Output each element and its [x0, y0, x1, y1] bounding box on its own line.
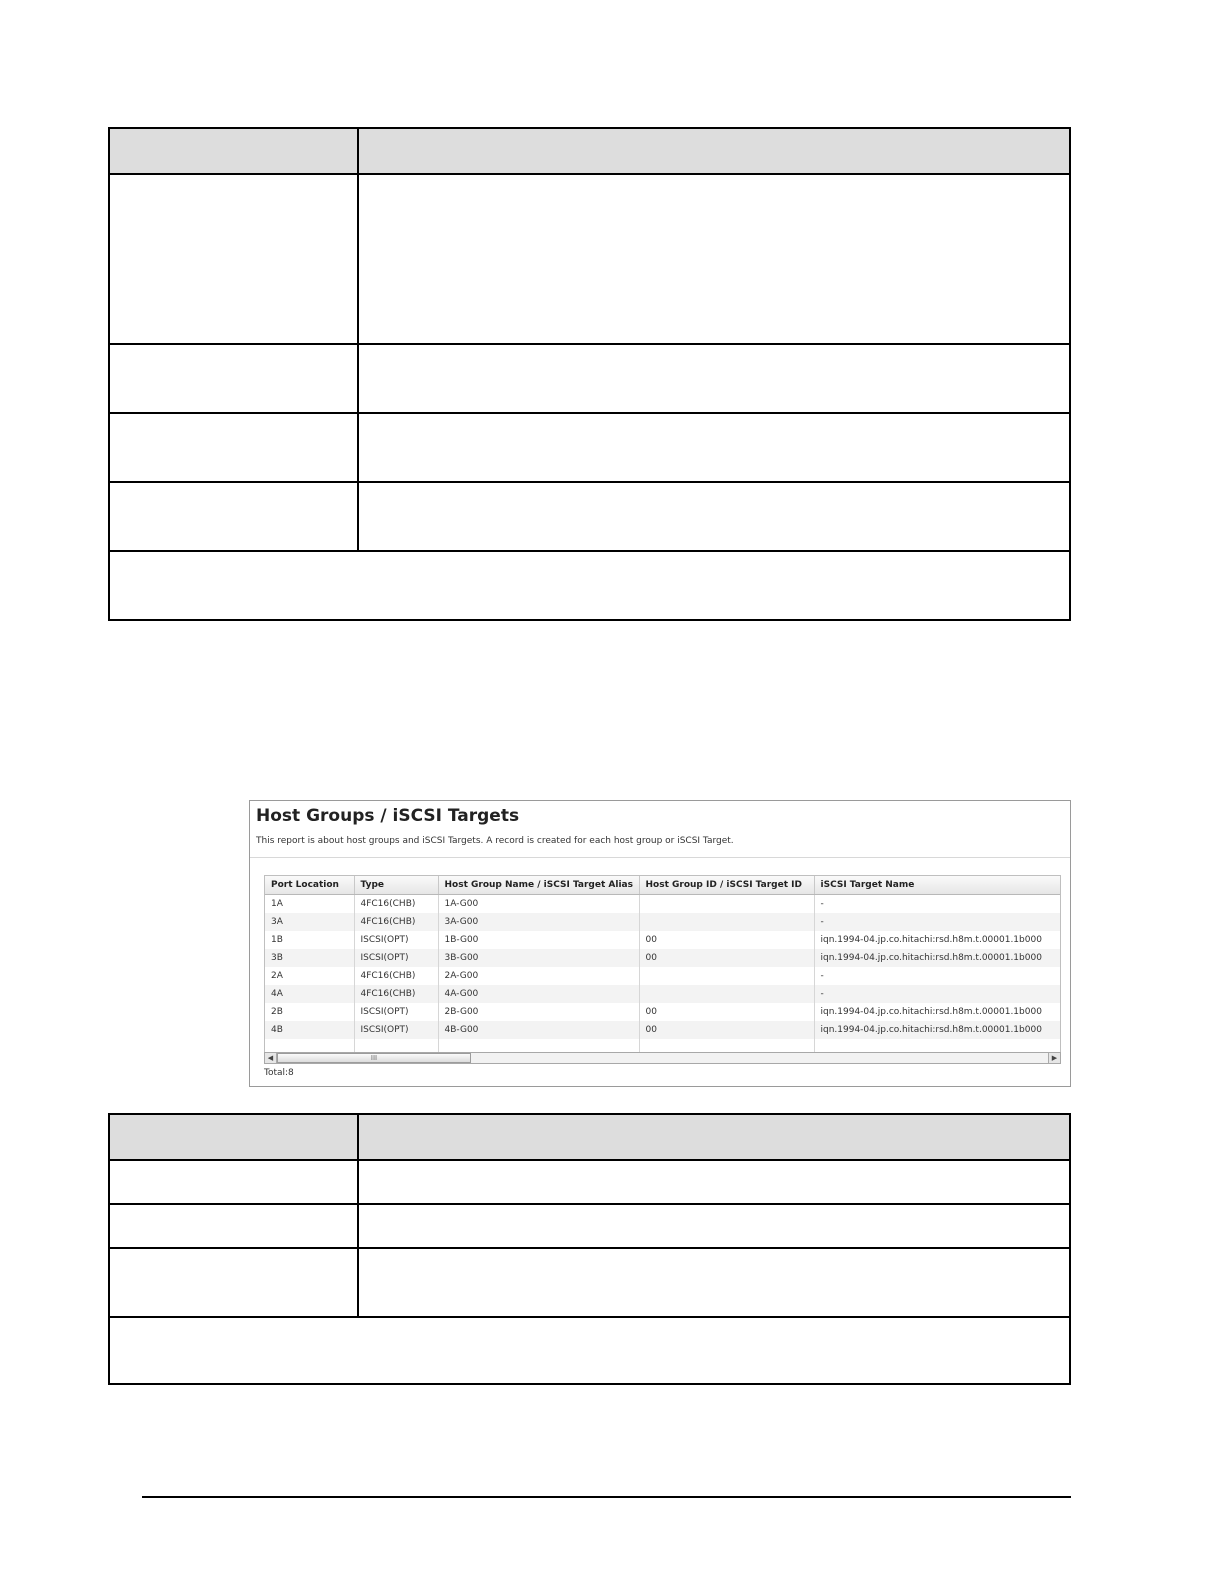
bottom-table-row — [110, 1316, 1069, 1318]
report-grid — [264, 875, 1061, 1064]
cell-host-group-id — [639, 895, 814, 914]
bottom-table-header-cell-1 — [110, 1115, 359, 1159]
cell-iscsi-target-name: - — [820, 971, 824, 981]
cell-type: ISCSI(OPT) — [354, 949, 438, 967]
cell-host-group-name: 3B-G00 — [438, 949, 639, 967]
cell-iscsi-target-name: iqn.1994-04.jp.co.hitachi:rsd.h8m.t.00001.1b000 — [820, 1007, 1042, 1017]
cell-iscsi-target-name: iqn.1994-04.jp.co.hitachi:rsd.h8m.t.00001.1b000 — [814, 949, 1060, 967]
column-header-host-group-name[interactable]: Host Group Name / iSCSI Target Alias — [438, 876, 639, 895]
scrollbar-grip: III — [370, 1054, 378, 1062]
cell-host-group-name: 4B-G00 — [438, 1021, 639, 1039]
cell-host-group-name: 3A-G00 — [438, 913, 639, 931]
scroll-left-icon[interactable]: ◀ — [265, 1053, 277, 1063]
cell-port-location: 4A — [265, 985, 354, 1003]
cell-host-group-id — [639, 967, 814, 985]
bottom-table-header-row — [110, 1115, 1069, 1159]
table-row[interactable] — [265, 1021, 1060, 1039]
cell-type: ISCSI(OPT) — [354, 1021, 438, 1039]
cell-type: ISCSI(OPT) — [354, 931, 438, 949]
cell-host-group-id: 00 — [639, 931, 814, 949]
top-table-header-cell-2 — [359, 129, 1069, 173]
scrollbar-thumb[interactable] — [277, 1053, 471, 1063]
cell-port-location: 4B — [265, 1021, 354, 1039]
cell-host-group-name: 2B-G00 — [438, 1003, 639, 1021]
top-table-header-cell-1 — [110, 129, 359, 173]
bottom-table-row — [110, 1159, 1069, 1203]
footer-rule — [142, 1496, 1071, 1498]
top-table-row — [110, 550, 1069, 552]
column-header-port-location[interactable]: Port Location — [265, 876, 354, 895]
cell-host-group-id — [639, 985, 814, 1003]
cell-port-location: 1B — [265, 931, 354, 949]
cell-type: 4FC16(CHB) — [354, 967, 438, 985]
bottom-table-header-cell-2 — [359, 1115, 1069, 1159]
top-table-row — [110, 343, 1069, 412]
report-description: This report is about host groups and iSCSI Targets. A record is created for each host group or iSCSI Target. — [256, 836, 734, 846]
cell-port-location: 2B — [265, 1003, 354, 1021]
bottom-table-row — [110, 1203, 1069, 1247]
cell-type: ISCSI(OPT) — [354, 1003, 438, 1021]
host-groups-report-panel — [249, 800, 1071, 1087]
top-table-header-row — [110, 129, 1069, 173]
cell-host-group-name: 4A-G00 — [438, 985, 639, 1003]
column-header-iscsi-target-name[interactable]: iSCSI Target Name — [814, 876, 1060, 895]
scroll-right-icon[interactable]: ▶ — [1048, 1053, 1060, 1063]
total-count: Total:8 — [264, 1068, 294, 1078]
horizontal-scrollbar[interactable] — [264, 1052, 1061, 1064]
table-row[interactable] — [265, 913, 1060, 931]
top-table-row — [110, 481, 1069, 550]
cell-port-location: 2A — [265, 967, 354, 985]
cell-type: 4FC16(CHB) — [354, 913, 438, 931]
cell-port-location: 1A — [265, 895, 354, 914]
cell-iscsi-target-name: iqn.1994-04.jp.co.hitachi:rsd.h8m.t.00001.1b000 — [814, 1021, 1060, 1039]
cell-port-location: 3A — [265, 913, 354, 931]
bottom-table-row — [110, 1247, 1069, 1316]
top-table-row — [110, 412, 1069, 481]
cell-port-location: 3B — [265, 949, 354, 967]
cell-type: 4FC16(CHB) — [354, 895, 438, 914]
top-table — [108, 127, 1071, 621]
cell-iscsi-target-name: - — [814, 913, 1060, 931]
bottom-table — [108, 1113, 1071, 1385]
table-row[interactable] — [265, 949, 1060, 967]
cell-host-group-name: 1B-G00 — [438, 931, 639, 949]
cell-host-group-id: 00 — [639, 1003, 814, 1021]
report-title: Host Groups / iSCSI Targets — [256, 806, 520, 826]
cell-host-group-id: 00 — [639, 949, 814, 967]
cell-type: 4FC16(CHB) — [354, 985, 438, 1003]
grid-header-row — [265, 876, 1060, 895]
cell-iscsi-target-name: - — [820, 899, 824, 909]
table-row[interactable] — [265, 931, 1060, 949]
cell-host-group-name: 2A-G00 — [438, 967, 639, 985]
table-row[interactable] — [265, 1003, 1060, 1021]
table-row[interactable] — [265, 967, 1060, 985]
cell-iscsi-target-name: - — [814, 985, 1060, 1003]
table-row[interactable] — [265, 985, 1060, 1003]
report-divider — [250, 857, 1070, 858]
table-row[interactable] — [265, 895, 1060, 914]
cell-host-group-id: 00 — [639, 1021, 814, 1039]
column-header-type[interactable]: Type — [354, 876, 438, 895]
cell-iscsi-target-name: iqn.1994-04.jp.co.hitachi:rsd.h8m.t.00001.1b000 — [820, 935, 1042, 945]
cell-host-group-name: 1A-G00 — [438, 895, 639, 914]
cell-host-group-id — [639, 913, 814, 931]
column-header-host-group-id[interactable]: Host Group ID / iSCSI Target ID — [639, 876, 814, 895]
top-table-row — [110, 173, 1069, 343]
